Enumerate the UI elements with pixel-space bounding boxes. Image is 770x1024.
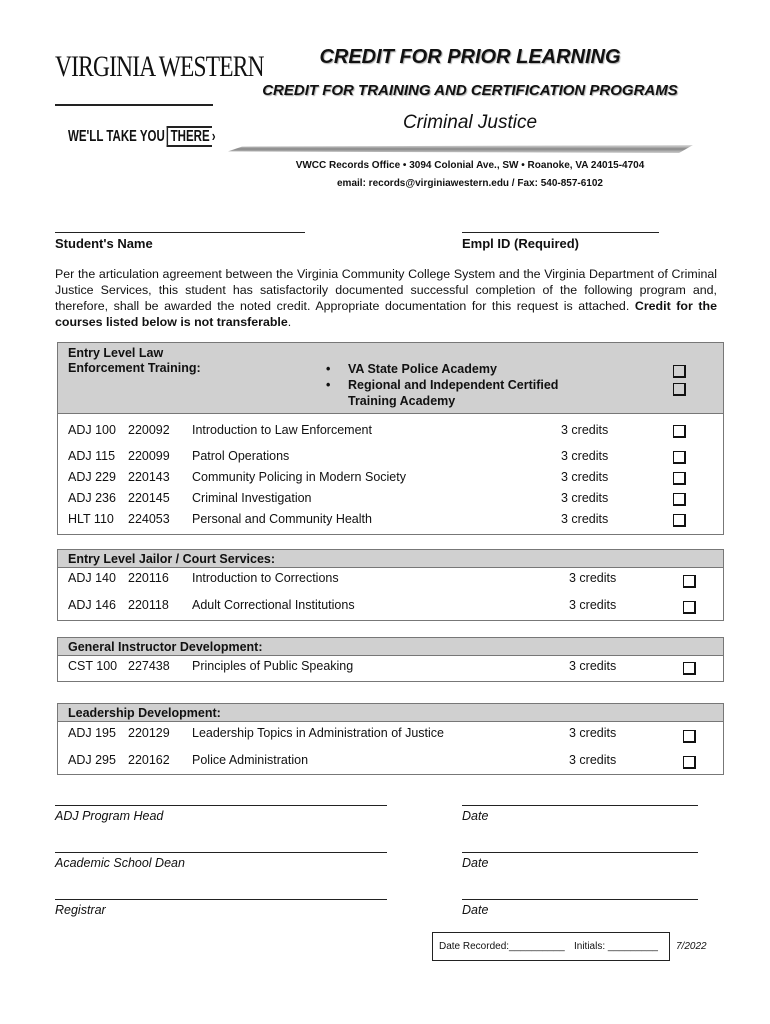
option-label: Training Academy (348, 394, 456, 408)
intro-paragraph (55, 266, 717, 330)
option-label: Regional and Independent Certified (348, 378, 559, 392)
section-header (58, 550, 723, 568)
course-credits: 3 credits (561, 470, 609, 484)
form-version: 7/2022 (676, 941, 707, 952)
section-title: Leadership Development: (68, 706, 221, 720)
course-checkbox[interactable] (683, 730, 696, 743)
initials-field[interactable]: Initials: _________ (574, 941, 658, 952)
course-checkbox[interactable] (673, 472, 686, 485)
course-checkbox[interactable] (683, 601, 696, 614)
course-credits: 3 credits (569, 659, 617, 673)
option-label: VA State Police Academy (348, 362, 497, 376)
dean-signature-line[interactable] (55, 852, 387, 853)
course-id: 224053 (128, 512, 170, 526)
course-id: 220129 (128, 726, 170, 740)
course-code: ADJ 146 (68, 598, 116, 612)
course-row (58, 488, 723, 509)
logo-tagline: WE'LL TAKE YOU THERE › (68, 128, 216, 145)
course-checkbox[interactable] (673, 514, 686, 527)
section-title: Entry Level Jailor / Court Services: (68, 552, 276, 566)
tagline-there: THERE (167, 126, 212, 147)
section-header (58, 343, 723, 414)
course-code: ADJ 229 (68, 470, 116, 484)
course-checkbox[interactable] (673, 451, 686, 464)
course-code: ADJ 115 (68, 449, 116, 463)
course-code: ADJ 195 (68, 726, 116, 740)
course-credits: 3 credits (569, 726, 617, 740)
course-id: 220143 (128, 470, 170, 484)
checkbox-va-state-police[interactable] (673, 365, 686, 378)
course-id: 220099 (128, 449, 170, 463)
course-credits: 3 credits (569, 598, 617, 612)
course-credits: 3 credits (561, 423, 609, 437)
course-row (58, 420, 723, 446)
course-credits: 3 credits (569, 753, 617, 767)
course-id: 220145 (128, 491, 170, 505)
course-code: ADJ 295 (68, 753, 116, 767)
course-title: Police Administration (192, 753, 309, 767)
date-label: Date (462, 903, 489, 917)
course-title: Introduction to Corrections (192, 571, 339, 585)
doc-subtitle: CREDIT FOR TRAINING AND CERTIFICATION PROGRAMS (262, 82, 678, 99)
course-row (58, 509, 723, 534)
header-divider (228, 145, 693, 153)
course-code: HLT 110 (68, 512, 114, 526)
date-recorded-field[interactable]: Date Recorded:__________ (439, 941, 565, 952)
empl-id-line[interactable] (462, 232, 659, 233)
bullet: • (326, 362, 331, 376)
date-label: Date (462, 809, 489, 823)
course-credits: 3 credits (561, 491, 609, 505)
course-code: ADJ 100 (68, 423, 116, 437)
tagline-text: WE'LL TAKE YOU (68, 128, 165, 145)
program-head-signature-line[interactable] (55, 805, 387, 806)
course-id: 227438 (128, 659, 170, 673)
course-checkbox[interactable] (683, 756, 696, 769)
course-title: Adult Correctional Institutions (192, 598, 355, 612)
course-title: Principles of Public Speaking (192, 659, 354, 673)
section-jailor-court (57, 549, 724, 621)
section-header (58, 638, 723, 656)
section-law-enforcement (57, 342, 724, 535)
course-id: 220162 (128, 753, 170, 767)
course-row (58, 656, 723, 677)
signature-label: Academic School Dean (55, 856, 185, 870)
course-title: Personal and Community Health (192, 512, 372, 526)
course-code: CST 100 (68, 659, 118, 673)
section-instructor-development (57, 637, 724, 682)
office-contact: email: records@virginiawestern.edu / Fax: 540-857-6102 (337, 178, 603, 189)
office-address: VWCC Records Office • 3094 Colonial Ave., SW • Roanoke, VA 24015-4704 (295, 160, 645, 171)
college-logo: VIRGINIA WESTERN (55, 50, 264, 83)
course-code: ADJ 140 (68, 571, 116, 585)
course-code: ADJ 236 (68, 491, 116, 505)
course-checkbox[interactable] (673, 493, 686, 506)
course-id: 220116 (128, 571, 169, 585)
intro-end: . (287, 315, 292, 329)
date-line[interactable] (462, 805, 698, 806)
signature-label: ADJ Program Head (55, 809, 164, 823)
course-row (58, 722, 723, 750)
course-row (58, 595, 723, 616)
course-row (58, 446, 723, 467)
bullet: • (326, 378, 331, 392)
intro-text: Per the articulation agreement between the Virginia Community College System and the Virginia Department of Criminal Justice Services, this student has satisfactorily documented successful completion of the following program and, therefore, shall be awarded the noted credit. Appropriate documentation for this request is attached. (55, 267, 717, 313)
student-name-label: Student's Name (55, 236, 153, 251)
date-line[interactable] (462, 899, 698, 900)
course-row (58, 568, 723, 595)
course-title: Criminal Investigation (192, 491, 312, 505)
course-credits: 3 credits (561, 512, 609, 526)
course-row (58, 750, 723, 771)
course-credits: 3 credits (561, 449, 609, 463)
doc-title: CREDIT FOR PRIOR LEARNING (319, 46, 621, 68)
section-leadership-development (57, 703, 724, 775)
signature-label: Registrar (55, 903, 106, 917)
logo-divider (55, 104, 213, 106)
course-title: Introduction to Law Enforcement (192, 423, 372, 437)
course-title: Leadership Topics in Administration of Justice (192, 726, 444, 740)
date-line[interactable] (462, 852, 698, 853)
course-id: 220092 (128, 423, 170, 437)
office-use-box (432, 932, 670, 961)
section-title: Entry Level Law (68, 346, 164, 360)
section-title: Enforcement Training: (68, 361, 201, 375)
registrar-signature-line[interactable] (55, 899, 387, 900)
course-checkbox[interactable] (683, 575, 696, 588)
course-title: Community Policing in Modern Society (192, 470, 406, 484)
course-title: Patrol Operations (192, 449, 290, 463)
student-name-line[interactable] (55, 232, 305, 233)
program-name: Criminal Justice (402, 112, 538, 133)
date-label: Date (462, 856, 489, 870)
checkbox-regional-academy[interactable] (673, 383, 686, 396)
empl-id-label: Empl ID (Required) (462, 236, 580, 251)
course-credits: 3 credits (569, 571, 617, 585)
section-header (58, 704, 723, 722)
course-checkbox[interactable] (683, 662, 696, 675)
course-id: 220118 (128, 598, 169, 612)
section-title: General Instructor Development: (68, 640, 263, 654)
course-row (58, 467, 723, 488)
course-checkbox[interactable] (673, 425, 686, 438)
intro-bold: Credit for the courses listed below is not transferable (55, 299, 717, 329)
